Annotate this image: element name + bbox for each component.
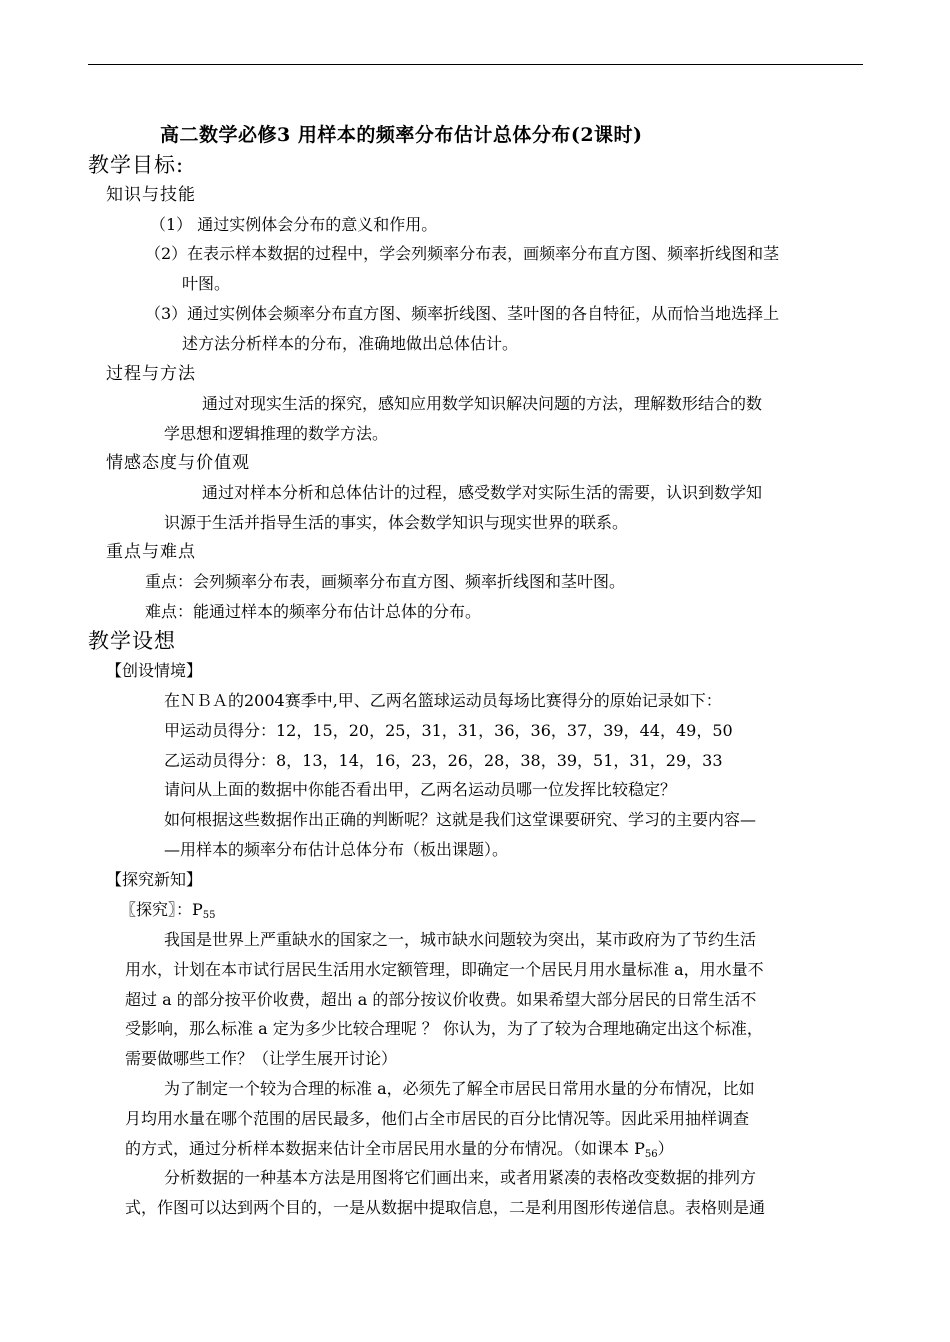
- header-rule: [88, 64, 863, 65]
- knowledge-item: （1） 通过实例体会分布的意义和作用。: [150, 215, 438, 234]
- attitude-heading: 情感态度与价值观: [106, 453, 250, 473]
- situation-text: —用样本的频率分布估计总体分布（板出课题）。: [164, 840, 509, 859]
- paragraph-line: 需要做哪些工作？（让学生展开讨论）: [125, 1049, 398, 1068]
- process-heading: 过程与方法: [106, 364, 196, 384]
- attitude-text: 识源于生活并指导生活的事实，体会数学知识与现实世界的联系。: [164, 513, 629, 532]
- explore-ref-prefix: 〖探究〗：P: [120, 900, 203, 919]
- player-b-scores: 乙运动员得分：8，13，14，16，23，26，28，38，39，51，31，29，33: [164, 751, 723, 770]
- page-title: 高二数学必修3 用样本的频率分布估计总体分布(2课时): [160, 124, 643, 146]
- situation-text: 在ＮＢＡ的2004赛季中,甲、乙两名篮球运动员每场比赛得分的原始记录如下：: [164, 691, 722, 710]
- difficulty-text: 难点：能通过样本的频率分布估计总体的分布。: [145, 602, 482, 621]
- process-text: 通过对现实生活的探究，感知应用数学知识解决问题的方法，理解数形结合的数: [202, 394, 763, 413]
- objectives-heading: 教学目标:: [88, 153, 185, 177]
- paragraph-line: 月均用水量在哪个范围的居民最多，他们占全市居民的百分比情况等。因此采用抽样调查: [125, 1109, 750, 1128]
- knowledge-item: （3）通过实例体会频率分布直方图、频率折线图、茎叶图的各自特征，从而恰当地选择上: [145, 304, 780, 323]
- keypoints-heading: 重点与难点: [106, 542, 196, 562]
- attitude-text: 通过对样本分析和总体估计的过程，感受数学对实际生活的需要，认识到数学知: [202, 483, 763, 502]
- knowledge-item: （2）在表示样本数据的过程中，学会列频率分布表，画频率分布直方图、频率折线图和茎: [145, 244, 780, 263]
- paragraph-line: 为了制定一个较为合理的标准 a，必须先了解全市居民日常用水量的分布情况，比如: [164, 1079, 755, 1098]
- paragraph-line: 用水，计划在本市试行居民生活用水定额管理，即确定一个居民月用水量标准 a，用水量不: [125, 960, 764, 979]
- paragraph-line: 分析数据的一种基本方法是用图将它们画出来，或者用紧凑的表格改变数据的排列方: [164, 1168, 757, 1187]
- explore-ref-page: 55: [202, 910, 216, 921]
- situation-text: 请问从上面的数据中你能否看出甲，乙两名运动员哪一位发挥比较稳定？: [164, 780, 677, 799]
- knowledge-item: 述方法分析样本的分布，准确地做出总体估计。: [182, 334, 519, 353]
- player-a-scores: 甲运动员得分：12，15，20，25，31，31，36，36，37，39，44，49，50: [164, 721, 733, 740]
- knowledge-heading: 知识与技能: [106, 185, 196, 205]
- explore-heading: 【探究新知】: [106, 870, 203, 889]
- situation-text: 如何根据这些数据作出正确的判断呢？这就是我们这堂课要研究、学习的主要内容—: [164, 810, 757, 829]
- paragraph-end: ）: [657, 1139, 674, 1158]
- explore-reference: [120, 899, 216, 927]
- paragraph-text: 的方式，通过分析样本数据来估计全市居民用水量的分布情况。（如课本 P: [125, 1139, 645, 1158]
- paragraph-line: [125, 1138, 674, 1166]
- paragraph-line: 式，作图可以达到两个目的，一是从数据中提取信息，二是利用图形传递信息。表格则是通: [125, 1198, 766, 1217]
- paragraph-line: 受影响，那么标准 a 定为多少比较合理呢 ？ 你认为，为了了较为合理地确定出这个标准，: [125, 1019, 763, 1038]
- textbook-page: 56: [644, 1149, 658, 1160]
- process-text: 学思想和逻辑推理的数学方法。: [164, 424, 389, 443]
- knowledge-item: 叶图。: [182, 274, 231, 293]
- design-heading: 教学设想: [88, 629, 176, 653]
- situation-heading: 【创设情境】: [106, 661, 203, 680]
- paragraph-line: 超过 a 的部分按平价收费，超出 a 的部分按议价收费。如果希望大部分居民的日常生活不: [125, 990, 757, 1009]
- paragraph-line: 我国是世界上严重缺水的国家之一，城市缺水问题较为突出，某市政府为了节约生活: [164, 930, 757, 949]
- focus-text: 重点：会列频率分布表，画频率分布直方图、频率折线图和茎叶图。: [145, 572, 626, 591]
